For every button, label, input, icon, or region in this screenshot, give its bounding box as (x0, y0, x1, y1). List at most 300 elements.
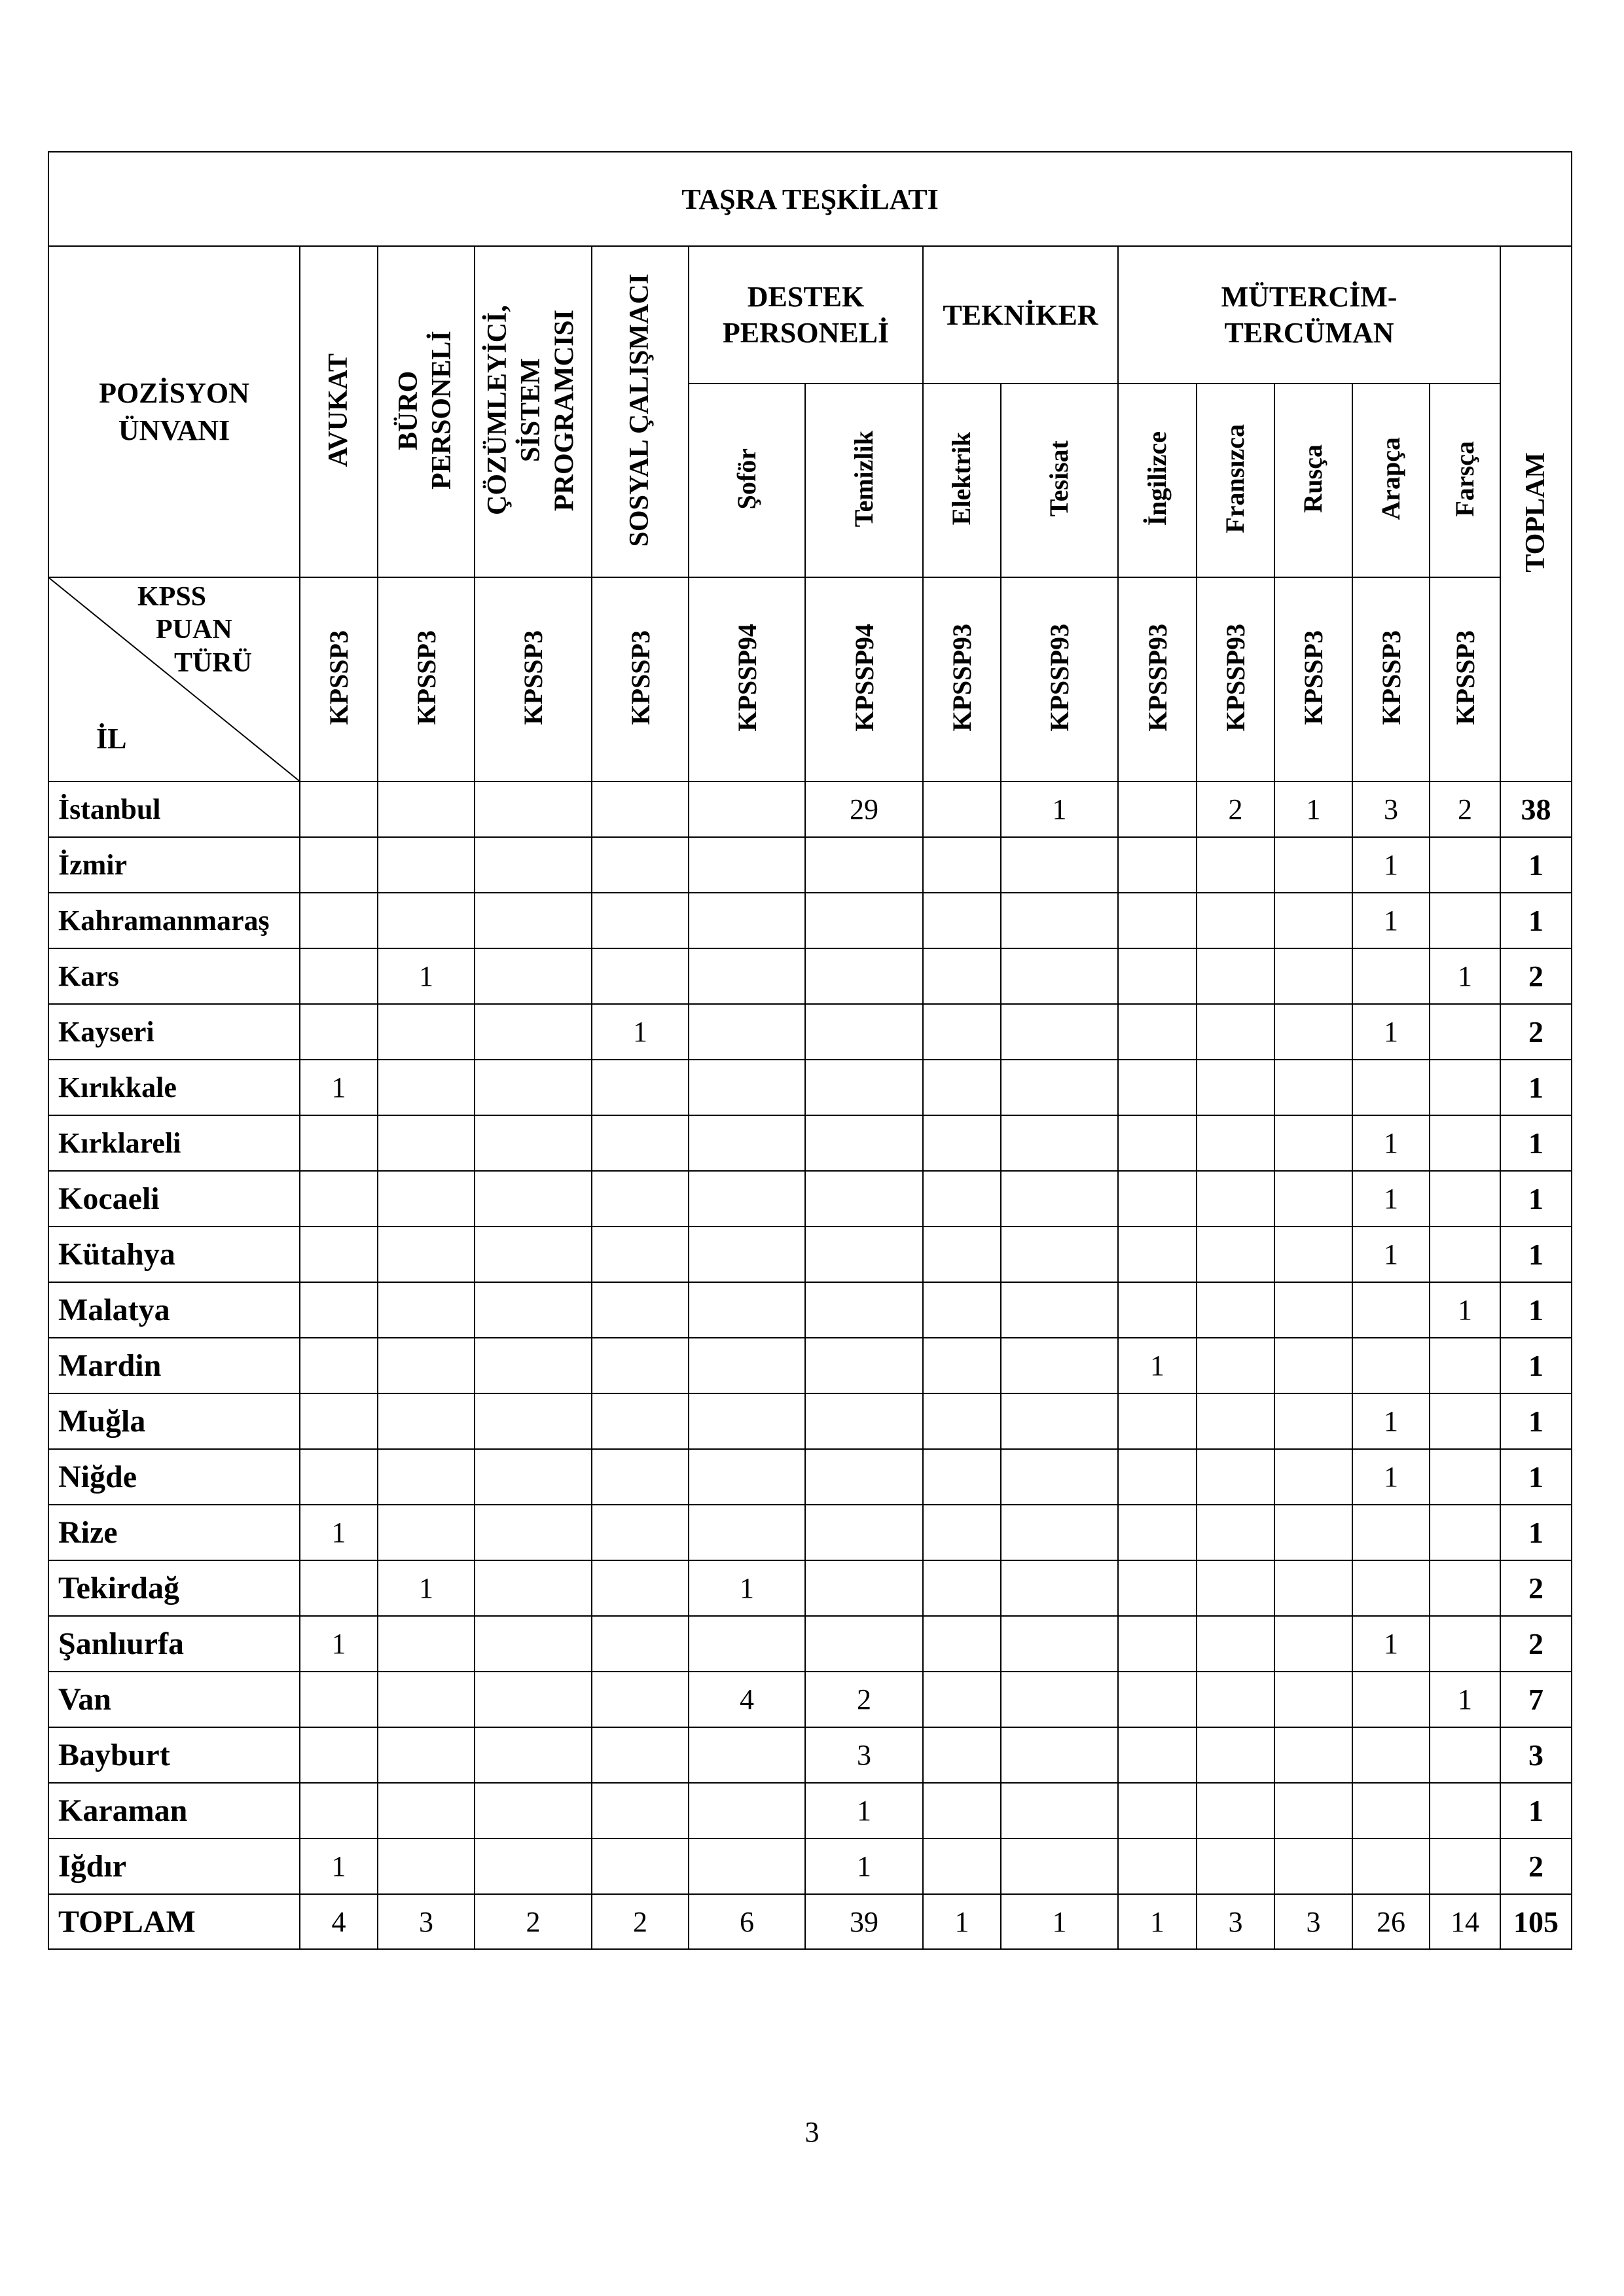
arapca-label: Arapça (1375, 437, 1405, 520)
row-total: 7 (1500, 1672, 1572, 1727)
value-cell (475, 1727, 592, 1783)
value-cell (1430, 893, 1500, 948)
value-cell (300, 1282, 378, 1338)
value-cell (805, 1449, 923, 1505)
value-cell (1197, 1115, 1274, 1171)
col-farsca (1430, 384, 1500, 577)
value-cell (378, 1393, 475, 1449)
value-cell: 2 (1197, 781, 1274, 837)
value-cell (805, 1171, 923, 1227)
table-row (48, 1282, 1572, 1338)
col-sosyal (592, 246, 689, 577)
col-ingilizce (1118, 384, 1197, 577)
value-cell (689, 1727, 805, 1783)
table-row (48, 1560, 1572, 1616)
value-cell: 1 (689, 1560, 805, 1616)
row-total: 1 (1500, 1449, 1572, 1505)
value-cell (1118, 1227, 1197, 1282)
farsca-label: Farsça (1449, 440, 1479, 517)
mutercim-group-header (1118, 246, 1500, 384)
value-cell (300, 1171, 378, 1227)
column-total: 26 (1352, 1894, 1430, 1949)
value-cell (1430, 1171, 1500, 1227)
value-cell (1197, 1616, 1274, 1672)
value-cell (1274, 1282, 1352, 1338)
value-cell (300, 1115, 378, 1171)
value-cell (1274, 1727, 1352, 1783)
value-cell (300, 781, 378, 837)
value-cell (689, 781, 805, 837)
value-cell (1118, 1004, 1197, 1060)
il-label: İL (96, 723, 127, 755)
kpss-code-cell (378, 577, 475, 781)
row-total: 2 (1500, 1839, 1572, 1894)
row-total: 2 (1500, 1560, 1572, 1616)
value-cell (923, 1171, 1001, 1227)
value-cell (1118, 1505, 1197, 1560)
value-cell (378, 1783, 475, 1839)
value-cell (1001, 1004, 1118, 1060)
value-cell (475, 1115, 592, 1171)
value-cell (1197, 948, 1274, 1004)
value-cell (805, 1227, 923, 1282)
kpss-code: KPSSP93 (947, 624, 977, 732)
value-cell (592, 837, 689, 893)
value-cell: 1 (300, 1505, 378, 1560)
value-cell: 1 (1352, 893, 1430, 948)
value-cell (1197, 837, 1274, 893)
kpss-code: KPSSP3 (411, 630, 441, 725)
value-cell (378, 1004, 475, 1060)
kpss-code: KPSSP3 (625, 630, 655, 725)
table-row (48, 948, 1572, 1004)
value-cell (1118, 1060, 1197, 1115)
value-cell (475, 1672, 592, 1727)
row-total: 3 (1500, 1727, 1572, 1783)
row-total: 1 (1500, 1171, 1572, 1227)
value-cell (378, 1727, 475, 1783)
value-cell (1352, 1839, 1430, 1894)
value-cell (475, 1171, 592, 1227)
value-cell (805, 948, 923, 1004)
value-cell (592, 781, 689, 837)
value-cell (592, 948, 689, 1004)
elektrik-label: Elektrik (947, 432, 977, 526)
value-cell (923, 781, 1001, 837)
value-cell (1352, 1672, 1430, 1727)
value-cell (805, 1282, 923, 1338)
kpss-code: KPSSP3 (1299, 630, 1328, 725)
tesisat-label: Tesisat (1044, 440, 1074, 517)
value-cell (592, 1338, 689, 1393)
row-total: 1 (1500, 1783, 1572, 1839)
value-cell (923, 1227, 1001, 1282)
value-cell (805, 1060, 923, 1115)
value-cell: 1 (1430, 1672, 1500, 1727)
value-cell (1274, 1227, 1352, 1282)
value-cell: 1 (1274, 781, 1352, 837)
value-cell (1352, 1783, 1430, 1839)
value-cell (1274, 1839, 1352, 1894)
value-cell: 1 (1352, 1227, 1430, 1282)
col-cozumleyici (475, 246, 592, 577)
value-cell (1001, 1560, 1118, 1616)
kpss-code-cell (1430, 577, 1500, 781)
kpss-label-line: TÜRÜ (174, 647, 253, 678)
city-name: Kırklareli (48, 1115, 300, 1171)
kpss-code-cell (592, 577, 689, 781)
value-cell (300, 1727, 378, 1783)
value-cell (300, 893, 378, 948)
value-cell (1118, 1672, 1197, 1727)
value-cell (1352, 1505, 1430, 1560)
value-cell (923, 948, 1001, 1004)
value-cell (378, 1616, 475, 1672)
city-name: Malatya (48, 1282, 300, 1338)
city-name: Kayseri (48, 1004, 300, 1060)
value-cell (1430, 1449, 1500, 1505)
col-toplam (1500, 246, 1572, 781)
value-cell (592, 1393, 689, 1449)
column-total: 39 (805, 1894, 923, 1949)
value-cell (1274, 1004, 1352, 1060)
value-cell: 1 (805, 1783, 923, 1839)
city-name: İstanbul (48, 781, 300, 837)
value-cell: 1 (300, 1839, 378, 1894)
toplam-header-label: TOPLAM (1520, 452, 1551, 573)
value-cell (1118, 1393, 1197, 1449)
value-cell (1274, 948, 1352, 1004)
kpss-code-cell (1352, 577, 1430, 781)
city-name: Iğdır (48, 1839, 300, 1894)
row-total: 2 (1500, 1616, 1572, 1672)
value-cell (1430, 837, 1500, 893)
value-cell: 1 (1001, 781, 1118, 837)
value-cell (592, 893, 689, 948)
col-buro (378, 246, 475, 577)
kpss-code-cell (475, 577, 592, 781)
value-cell (592, 1060, 689, 1115)
cozumleyici-label: ÇÖZÜMLEYİCİ, SİSTEM PROGRAMCISI (482, 305, 579, 515)
value-cell (300, 1560, 378, 1616)
value-cell (805, 1616, 923, 1672)
value-cell (1430, 1004, 1500, 1060)
value-cell (475, 1004, 592, 1060)
table-row (48, 781, 1572, 837)
kpss-code: KPSSP94 (732, 624, 762, 732)
kpss-code-cell (805, 577, 923, 781)
value-cell (1197, 1727, 1274, 1783)
value-cell (1274, 1783, 1352, 1839)
value-cell (805, 1560, 923, 1616)
column-total: 14 (1430, 1894, 1500, 1949)
value-cell (475, 781, 592, 837)
row-total: 1 (1500, 837, 1572, 893)
value-cell (1274, 1505, 1352, 1560)
value-cell (1274, 1449, 1352, 1505)
table-row (48, 1727, 1572, 1783)
value-cell (300, 1227, 378, 1282)
table-row (48, 1616, 1572, 1672)
value-cell (378, 837, 475, 893)
value-cell (378, 1338, 475, 1393)
value-cell (300, 1393, 378, 1449)
value-cell (923, 1560, 1001, 1616)
row-total: 38 (1500, 781, 1572, 837)
city-name: Tekirdağ (48, 1560, 300, 1616)
value-cell (1430, 1616, 1500, 1672)
row-total: 2 (1500, 948, 1572, 1004)
value-cell (592, 1560, 689, 1616)
value-cell: 1 (1352, 1393, 1430, 1449)
value-cell: 1 (378, 1560, 475, 1616)
value-cell (923, 1282, 1001, 1338)
value-cell (300, 837, 378, 893)
kpss-code: KPSSP93 (1045, 624, 1074, 732)
city-name: Muğla (48, 1393, 300, 1449)
table-row (48, 837, 1572, 893)
value-cell (1197, 893, 1274, 948)
value-cell (1430, 1338, 1500, 1393)
value-cell (689, 1171, 805, 1227)
value-cell (923, 1616, 1001, 1672)
value-cell: 1 (300, 1060, 378, 1115)
table-row (48, 1171, 1572, 1227)
kpss-code-cell (1001, 577, 1118, 781)
value-cell (1001, 1449, 1118, 1505)
value-cell (592, 1115, 689, 1171)
value-cell (300, 1449, 378, 1505)
city-name: Kütahya (48, 1227, 300, 1282)
value-cell (923, 1060, 1001, 1115)
value-cell (475, 1783, 592, 1839)
value-cell (592, 1282, 689, 1338)
value-cell (1197, 1783, 1274, 1839)
value-cell (1352, 1338, 1430, 1393)
column-total: 3 (378, 1894, 475, 1949)
position-distribution-table (48, 151, 1572, 1950)
col-sofor (689, 384, 805, 577)
value-cell (1274, 1060, 1352, 1115)
value-cell (300, 1783, 378, 1839)
kpss-label-line: PUAN (156, 615, 232, 645)
value-cell (1197, 1672, 1274, 1727)
value-cell (1352, 1560, 1430, 1616)
position-title-header (48, 246, 300, 577)
value-cell (923, 1505, 1001, 1560)
totals-label: TOPLAM (48, 1894, 300, 1949)
kpss-puan-turu-label (137, 581, 252, 679)
value-cell (923, 1672, 1001, 1727)
value-cell (923, 1839, 1001, 1894)
value-cell (475, 1449, 592, 1505)
value-cell (923, 1449, 1001, 1505)
col-avukat (300, 246, 378, 577)
value-cell (689, 1783, 805, 1839)
value-cell (1430, 1839, 1500, 1894)
rusca-label: Rusça (1298, 444, 1328, 513)
table-row (48, 893, 1572, 948)
value-cell (592, 1227, 689, 1282)
value-cell (1430, 1115, 1500, 1171)
sofor-label: Şoför (731, 448, 761, 510)
column-total: 3 (1274, 1894, 1352, 1949)
value-cell (1001, 1171, 1118, 1227)
value-cell (300, 948, 378, 1004)
value-cell: 1 (1352, 1449, 1430, 1505)
kpss-code: KPSSP3 (1376, 630, 1406, 725)
value-cell (689, 1115, 805, 1171)
value-cell (805, 837, 923, 893)
city-name: Mardin (48, 1338, 300, 1393)
value-cell (1197, 1060, 1274, 1115)
value-cell (378, 1115, 475, 1171)
row-total: 1 (1500, 893, 1572, 948)
value-cell (300, 1004, 378, 1060)
value-cell: 2 (805, 1672, 923, 1727)
kpss-code-cell (1274, 577, 1352, 781)
city-name: Kocaeli (48, 1171, 300, 1227)
value-cell (805, 1505, 923, 1560)
city-name: İzmir (48, 837, 300, 893)
value-cell (1118, 1560, 1197, 1616)
value-cell (1430, 1505, 1500, 1560)
value-cell (475, 1282, 592, 1338)
value-cell: 4 (689, 1672, 805, 1727)
table-row (48, 1004, 1572, 1060)
table-row (48, 1783, 1572, 1839)
value-cell (1274, 1115, 1352, 1171)
value-cell (378, 1171, 475, 1227)
value-cell (1001, 1060, 1118, 1115)
value-cell (475, 1505, 592, 1560)
value-cell (1197, 1338, 1274, 1393)
value-cell (689, 1449, 805, 1505)
value-cell (689, 837, 805, 893)
kpss-code-cell (300, 577, 378, 781)
col-fransizca (1197, 384, 1274, 577)
table-row (48, 1115, 1572, 1171)
value-cell (689, 893, 805, 948)
kpss-code: KPSSP93 (1221, 624, 1250, 732)
value-cell (1274, 1393, 1352, 1449)
avukat-label: AVUKAT (323, 353, 353, 467)
value-cell (689, 1338, 805, 1393)
value-cell: 1 (592, 1004, 689, 1060)
value-cell (475, 1060, 592, 1115)
value-cell (1118, 1727, 1197, 1783)
value-cell (378, 781, 475, 837)
value-cell (689, 1839, 805, 1894)
table-row (48, 1227, 1572, 1282)
value-cell (1430, 1393, 1500, 1449)
column-total: 2 (592, 1894, 689, 1949)
value-cell (300, 1338, 378, 1393)
value-cell (1352, 1060, 1430, 1115)
value-cell (1001, 1839, 1118, 1894)
value-cell (1274, 837, 1352, 893)
value-cell (1430, 1783, 1500, 1839)
col-tesisat (1001, 384, 1118, 577)
value-cell (592, 1727, 689, 1783)
value-cell (1001, 1115, 1118, 1171)
city-name: Şanlıurfa (48, 1616, 300, 1672)
row-total: 1 (1500, 1060, 1572, 1115)
value-cell (1118, 948, 1197, 1004)
value-cell (378, 1672, 475, 1727)
value-cell (378, 1839, 475, 1894)
value-cell (1430, 1060, 1500, 1115)
value-cell (1197, 1839, 1274, 1894)
value-cell (475, 1560, 592, 1616)
value-cell (1001, 1727, 1118, 1783)
row-total: 1 (1500, 1115, 1572, 1171)
value-cell (1001, 893, 1118, 948)
kpss-code-cell (1118, 577, 1197, 781)
value-cell (689, 948, 805, 1004)
value-cell: 1 (1352, 837, 1430, 893)
mutercim-group-label: MÜTERCİM-TERCÜMAN (1221, 281, 1398, 349)
city-name: Karaman (48, 1783, 300, 1839)
value-cell (378, 1282, 475, 1338)
table-row (48, 1393, 1572, 1449)
value-cell (1118, 1171, 1197, 1227)
value-cell: 3 (805, 1727, 923, 1783)
value-cell (1118, 1783, 1197, 1839)
value-cell: 1 (1352, 1115, 1430, 1171)
value-cell (592, 1171, 689, 1227)
row-total: 1 (1500, 1282, 1572, 1338)
value-cell (1118, 1616, 1197, 1672)
column-total: 2 (475, 1894, 592, 1949)
value-cell (1118, 1282, 1197, 1338)
value-cell (923, 1393, 1001, 1449)
value-cell (1001, 1338, 1118, 1393)
position-title-label: POZİSYON ÜNVANI (99, 376, 249, 446)
column-total: 1 (1001, 1894, 1118, 1949)
kpss-code: KPSSP3 (324, 630, 353, 725)
row-total: 1 (1500, 1393, 1572, 1449)
value-cell (689, 1004, 805, 1060)
section-title: TAŞRA TEŞKİLATI (48, 152, 1572, 246)
row-total: 2 (1500, 1004, 1572, 1060)
page-number: 3 (804, 2116, 820, 2148)
value-cell: 1 (1430, 1282, 1500, 1338)
value-cell (378, 893, 475, 948)
value-cell (1274, 893, 1352, 948)
value-cell (1001, 837, 1118, 893)
value-cell (805, 1393, 923, 1449)
value-cell (1197, 1449, 1274, 1505)
kpss-code: KPSSP3 (518, 630, 548, 725)
value-cell (805, 1115, 923, 1171)
value-cell (689, 1227, 805, 1282)
value-cell (689, 1505, 805, 1560)
value-cell (689, 1060, 805, 1115)
value-cell: 1 (300, 1616, 378, 1672)
value-cell (1001, 1616, 1118, 1672)
row-total: 1 (1500, 1227, 1572, 1282)
value-cell (592, 1672, 689, 1727)
value-cell (592, 1839, 689, 1894)
value-cell (1001, 1672, 1118, 1727)
kpss-code: KPSSP3 (1450, 630, 1480, 725)
value-cell (1430, 1227, 1500, 1282)
value-cell (1352, 1727, 1430, 1783)
temizlik-label: Temizlik (848, 430, 878, 528)
column-total: 3 (1197, 1894, 1274, 1949)
col-elektrik (923, 384, 1001, 577)
